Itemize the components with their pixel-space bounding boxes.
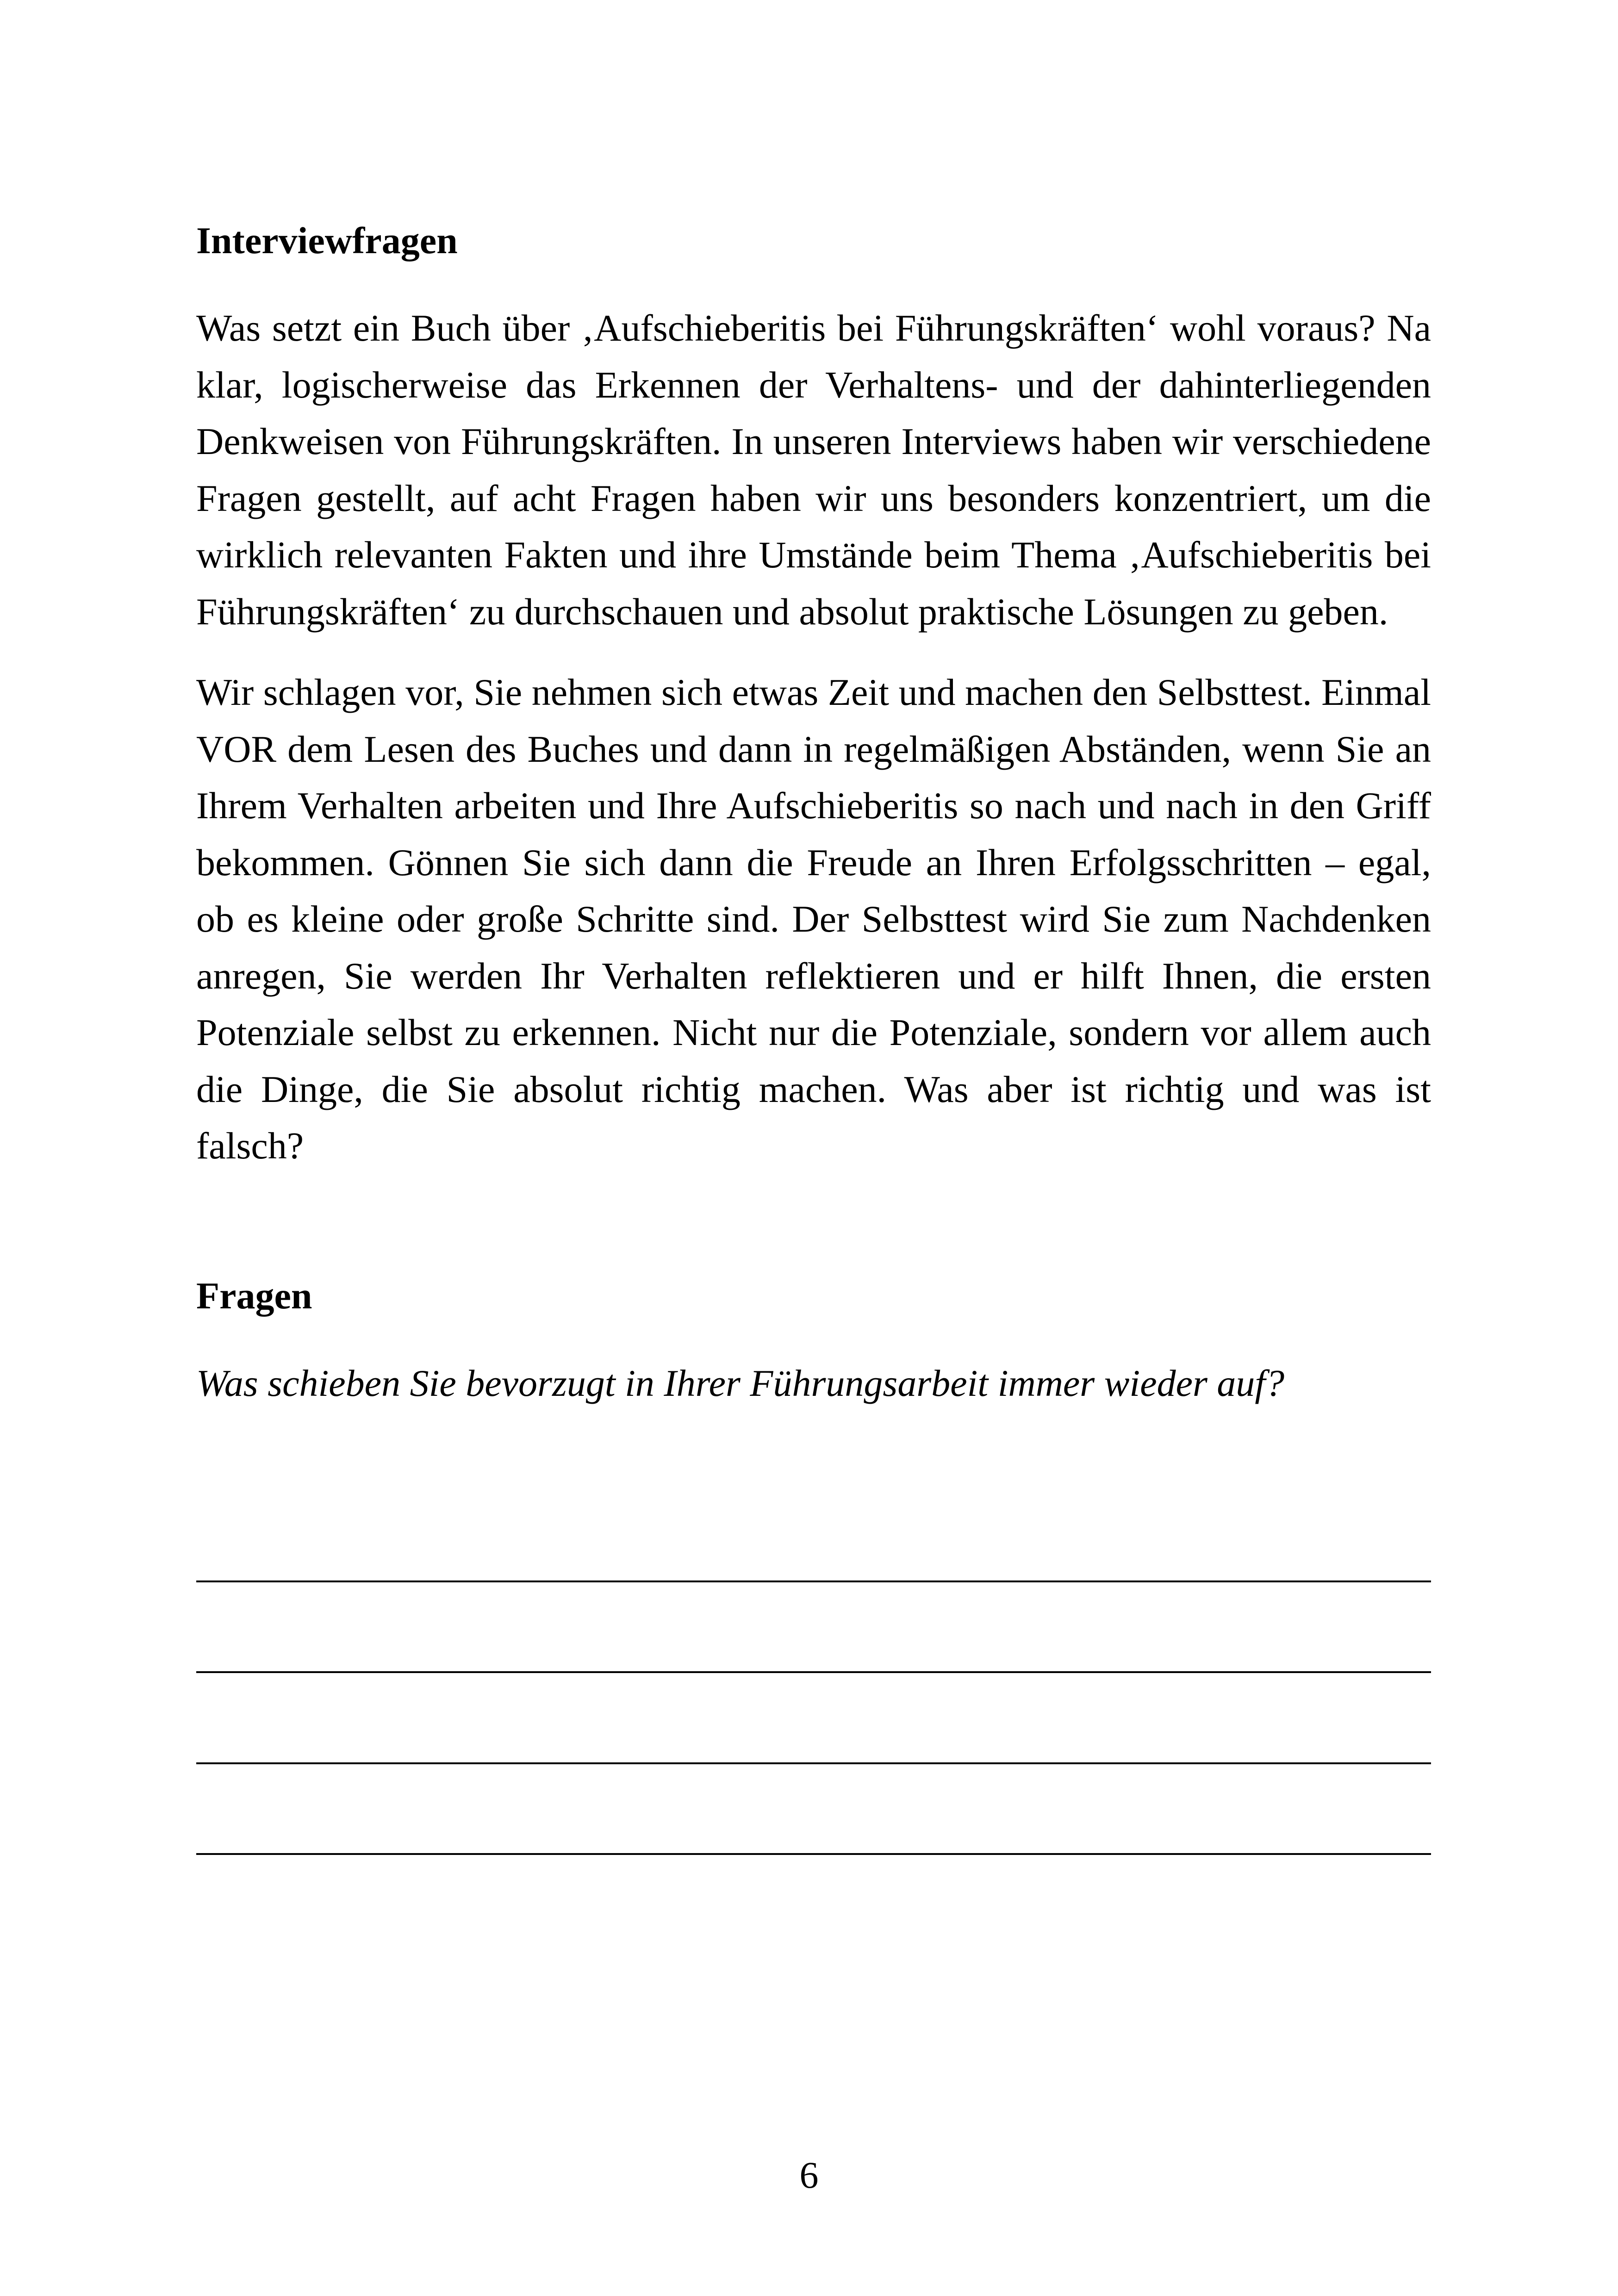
page-content — [196, 218, 1431, 1412]
section-heading-interviewfragen: Interviewfragen — [196, 219, 458, 261]
answer-line[interactable] — [196, 1671, 1431, 1673]
selftest-paragraph: Wir schlagen vor, Sie nehmen sich etwas Zeit und machen den Selbsttest. Einmal VOR dem Lesen des Buches und dann in regelmäßigen Abständen, wenn Sie an Ihrem Verhalten arbeiten und Ihre Aufschieberitis so nach und nach in den Griff bekommen. Gönnen Sie sich dann die Freude an Ihren Erfolgsschritten – egal, ob es kleine oder große Schritte sind. Der Selbsttest wird Sie zum Nachdenken anregen, Sie werden Ihr Verhalten reflektieren und er hilft Ihnen, die ersten Potenziale selbst zu erkennen. Nicht nur die Potenziale, sondern vor allem auch die Dinge, die Sie absolut richtig machen. Was aber ist richtig und was ist falsch? — [196, 671, 1431, 1167]
section-heading-fragen: Fragen — [196, 1274, 312, 1317]
answer-line[interactable] — [196, 1580, 1431, 1582]
intro-paragraph: Was setzt ein Buch über ‚Aufschieberitis bei Führungskräften‘ wohl voraus? Na klar, logischerweise das Erkennen der Verhaltens- und der dahinterliegenden Denkweisen von Führungskräften. In unseren Interviews haben wir verschiedene Fragen gestellt, auf acht Fragen haben wir uns besonders konzentriert, um die wirklich relevanten Fakten und ihre Umstände beim Thema ‚Aufschieberitis bei Führungskräften‘ zu durchschauen und absolut praktische Lösungen zu geben. — [196, 307, 1431, 633]
answer-line[interactable] — [196, 1762, 1431, 1764]
question-text: Was schieben Sie bevorzugt in Ihrer Führungsarbeit immer wieder auf? — [196, 1362, 1285, 1404]
answer-line[interactable] — [196, 1853, 1431, 1855]
page-number: 6 — [799, 2154, 819, 2196]
